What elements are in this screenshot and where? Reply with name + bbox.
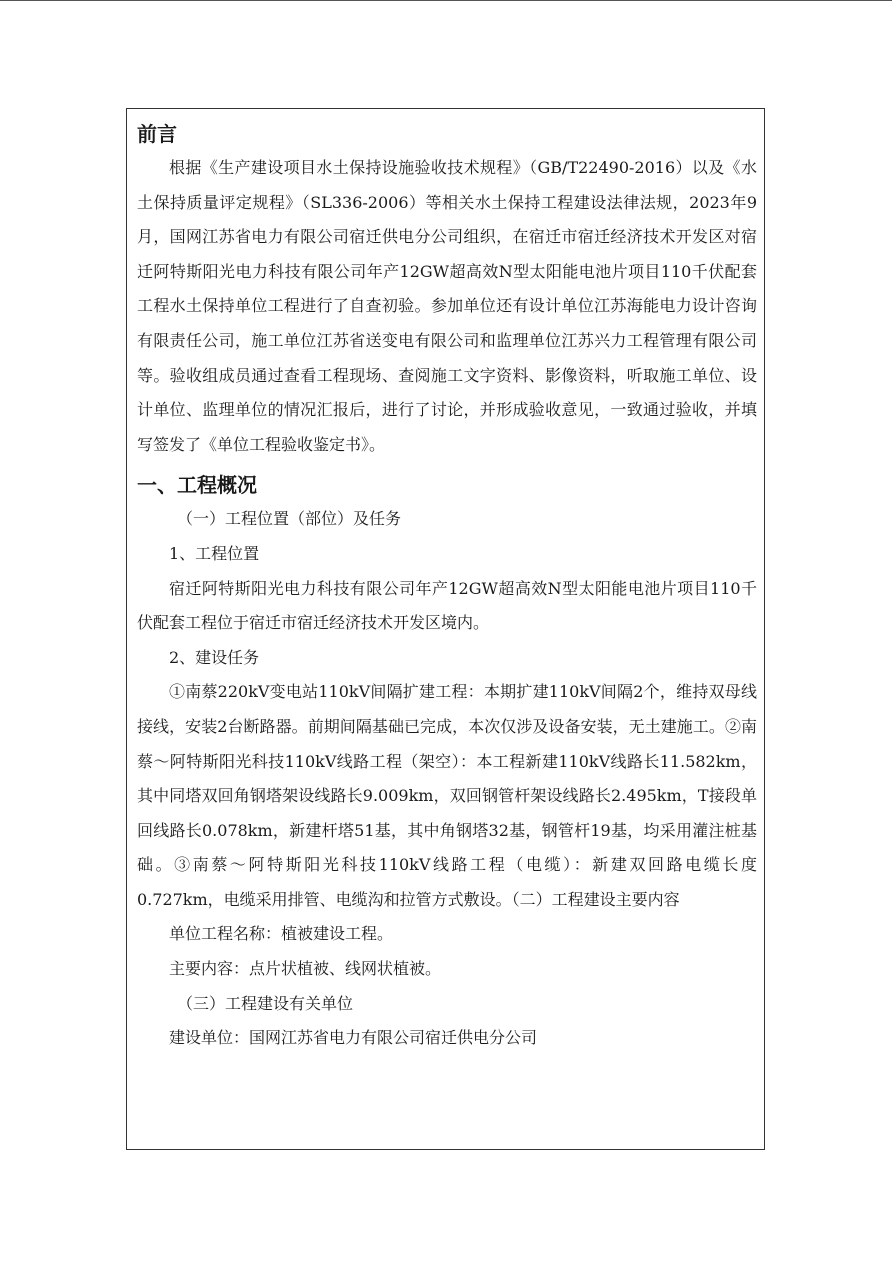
task-heading: 2、建设任务: [169, 647, 260, 667]
section-related-units: （三）工程建设有关单位: [177, 993, 354, 1013]
main-content: 主要内容：点片状植被、线网状植被。: [169, 959, 442, 979]
document-content: [137, 117, 757, 1056]
top-rule: [0, 0, 892, 1]
unit-name: 单位工程名称：植被建设工程。: [169, 924, 394, 944]
preface-body: 根据《生产建设项目水土保持设施验收技术规程》（GB/T22490-2016）以及《水土保持质量评定规程》（SL336-2006）等相关水土保持工程建设法律法规，2023年9月，国网江苏省电力有限公司宿迁供电分公司组织，在宿迁市宿迁经济技术开发区对宿迁阿特斯阳光电力科技有限公司年产12GW超高效N型太阳能电池片项目110千伏配套工程水土保持单位工程进行了自查初验。参加单位还有设计单位江苏海能电力设计咨询有限责任公司，施工单位江苏省送变电有限公司和监理单位江苏兴力工程管理有限公司等。验收组成员通过查看工程现场、查阅施工文字资料、影像资料，听取施工单位、设计单位、监理单位的情况汇报后，进行了讨论，并形成验收意见，一致通过验收，并填写签发了《单位工程验收鉴定书》。: [137, 158, 757, 454]
document-frame: [126, 108, 765, 1150]
section-location-task: （一）工程位置（部位）及任务: [177, 509, 402, 529]
preface-title: 前言: [137, 122, 177, 146]
location-heading: 1、工程位置: [169, 543, 260, 563]
overview-title: 一、工程概况: [137, 473, 257, 498]
builder-unit: 建设单位：国网江苏省电力有限公司宿迁供电分公司: [169, 1028, 538, 1048]
location-body: 宿迁阿特斯阳光电力科技有限公司年产12GW超高效N型太阳能电池片项目110千伏配套工程位于宿迁市宿迁经济技术开发区境内。: [137, 578, 757, 633]
task-body: ①南蔡220kV变电站110kV间隔扩建工程：本期扩建110kV间隔2个，维持双母线接线，安装2台断路器。前期间隔基础已完成，本次仅涉及设备安装，无土建施工。②南蔡～阿特斯阳光科技110kV线路工程（架空）：本工程新建110kV线路长11.582km，其中同塔双回角钢塔架设线路长9.009km，双回钢管杆架设线路长2.495km，T接段单回线路长0.078km，新建杆塔51基，其中角钢塔32基，钢管杆19基，均采用灌注桩基础。③南蔡～阿特斯阳光科技110kV线路工程（电缆）：新建双回路电缆长度0.727km，电缆采用排管、电缆沟和拉管方式敷设。（二）工程建设主要内容: [137, 682, 757, 909]
